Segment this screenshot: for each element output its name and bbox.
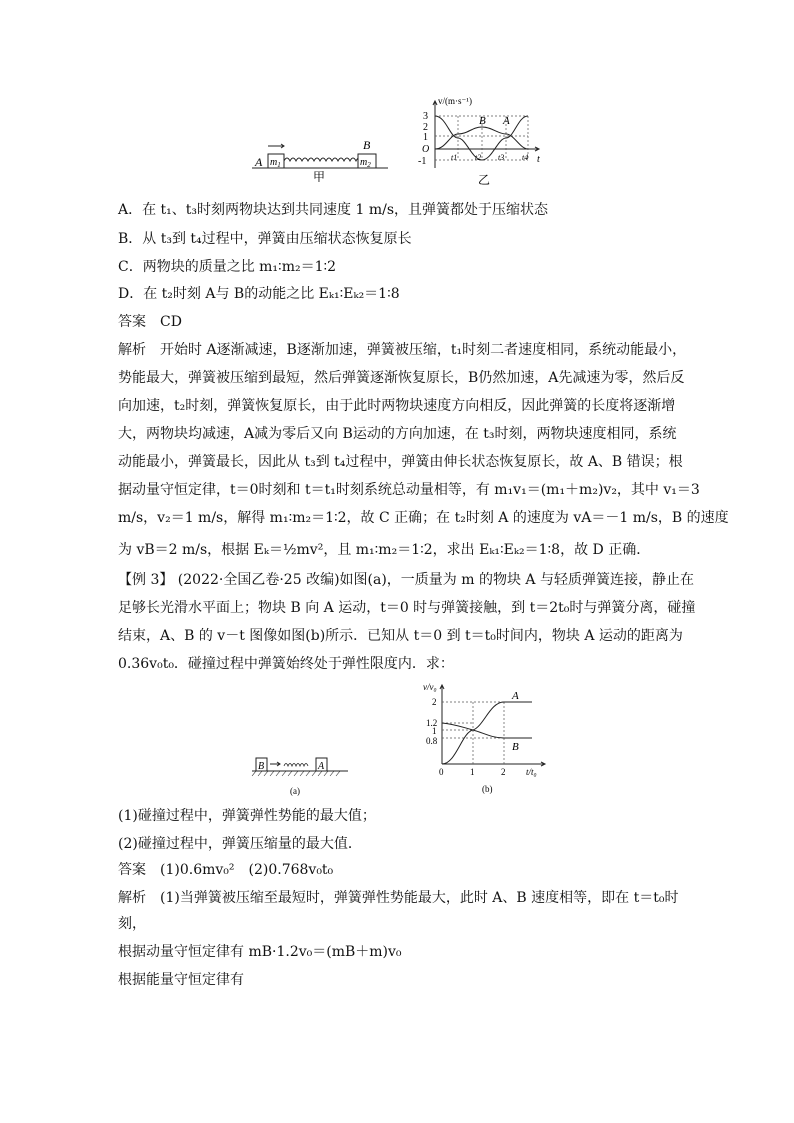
label-m1: $m_1$ [270, 157, 281, 169]
analysis-2-line-2: 刻， [118, 916, 146, 932]
curve-B-label-b: B [512, 741, 519, 753]
y-tick-1: 1 [423, 132, 428, 143]
option-c: C．两物块的质量之比 m₁∶m₂＝1∶2 [118, 259, 337, 275]
analysis-1-line-3: 向加速，t₂时刻，弹簧恢复原长，由于此时两物块速度方向相反，因此弹簧的长度将逐渐增 [118, 398, 676, 414]
analysis-1-line-4: 大，两物块均减速，A减为零后又向 B运动的方向加速，在 t₃时刻，两物块速度相同，系统 [118, 426, 677, 442]
analysis-1-line-2: 势能最大，弹簧被压缩到最短，然后弹簧逐渐恢复原长，B仍然加速，A先减速为零，然后反 [118, 370, 685, 386]
label-m2: $m_2$ [360, 157, 371, 169]
t1-label: t1 [451, 153, 458, 162]
y-tick-0-8-b: 0.8 [426, 736, 438, 746]
y-tick-3: 3 [423, 111, 428, 122]
x-tick-0-b: 0 [439, 767, 444, 777]
label-B: B [363, 138, 371, 152]
y-axis-label: v/(m·s⁻¹) [438, 96, 472, 106]
analysis-2-line-4: 根据能量守恒定律有 [118, 972, 244, 988]
analysis-2-line-3: 根据动量守恒定律有 mB·1.2v₀＝(mB＋m)v₀ [118, 944, 402, 960]
option-d: D．在 t₂时刻 A与 B的动能之比 Eₖ₁∶Eₖ₂＝1∶8 [118, 286, 400, 302]
caption-a: (a) [290, 786, 300, 796]
y-tick-neg1: -1 [418, 156, 427, 167]
figure-jia [250, 136, 390, 182]
analysis-1-line-7: m/s，v₂＝1 m/s，解得 m₁∶m₂＝1∶2，故 C 正确；在 t₂时刻 A 的速度为 vA＝－1 m/s，B 的速度 [118, 510, 729, 526]
t3-label: t3 [498, 153, 505, 162]
analysis-1-line-5: 动能最小，弹簧最长，因此从 t₃到 t₄过程中，弹簧由伸长状态恢复原长，故 A、B 错误；根 [118, 454, 683, 470]
label-A: A [255, 155, 263, 169]
y-axis-label-b: v/v₀ [423, 682, 437, 692]
analysis-2-line-1: 解析 (1)当弹簧被压缩至最短时，弹簧弹性势能最大，此时 A、B 速度相等，即在 t＝t₀时 [118, 890, 679, 906]
label-A-a: A [318, 761, 325, 772]
answer-1: 答案 CD [118, 314, 182, 330]
t4-label: t4 [522, 153, 529, 162]
origin-label: O [422, 144, 430, 155]
y-tick-2-b: 2 [432, 697, 437, 707]
x-axis-label-b: t/t₀ [526, 767, 537, 777]
x-axis-label: t [537, 154, 540, 165]
curve-A-label: A [503, 115, 510, 127]
y-tick-1-2-b: 1.2 [426, 718, 438, 728]
figure-yi [410, 94, 550, 189]
example-3-line-2: 足够长光滑水平面上；物块 B 向 A 运动，t＝0 时与弹簧接触，到 t＝2t₀时与弹簧分离，碰撞 [118, 600, 696, 616]
option-b: B．从 t₃到 t₄过程中，弹簧由压缩状态恢复原长 [118, 231, 412, 247]
question-2: (2)碰撞过程中，弹簧压缩量的最大值． [118, 836, 362, 852]
example-3-line-1: 【例 3】 (2022·全国乙卷·25 改编)如图(a)，一质量为 m 的物块 A 与轻质弹簧连接，静止在 [118, 572, 694, 588]
example-3-line-4: 0.36v₀t₀．碰撞过程中弹簧始终处于弹性限度内．求： [118, 656, 454, 672]
example-3-line-3: 结束，A、B 的 v－t 图像如图(b)所示．已知从 t＝0 到 t＝t₀时间内，物块 A 运动的距离为 [118, 628, 683, 644]
x-tick-2-b: 2 [501, 767, 506, 777]
curve-B-label: B [479, 115, 486, 127]
caption-b: (b) [482, 784, 493, 794]
option-a: A．在 t₁、t₃时刻两物块达到共同速度 1 m/s，且弹簧都处于压缩状态 [118, 202, 549, 218]
label-B-a: B [258, 761, 265, 772]
figure-b [420, 680, 550, 795]
curve-A-label-b: A [512, 690, 519, 702]
answer-2: 答案 (1)0.6mv₀² (2)0.768v₀t₀ [118, 862, 334, 878]
analysis-1-line-6: 据动量守恒定律，t＝0时刻和 t＝t₁时刻系统总动量相等，有 m₁v₁＝(m₁＋m₂)v₂，其中 v₁＝3 [118, 482, 700, 498]
t2-label: t2 [475, 153, 482, 162]
y-tick-1-b: 1 [432, 726, 437, 736]
caption-yi: 乙 [478, 173, 491, 187]
figure-a [250, 750, 350, 800]
question-1: (1)碰撞过程中，弹簧弹性势能的最大值； [118, 808, 376, 824]
caption-jia: 甲 [313, 170, 326, 182]
analysis-1-line-1: 解析 开始时 A逐渐减速，B逐渐加速，弹簧被压缩，t₁时刻二者速度相同，系统动能最小， [118, 342, 687, 358]
x-tick-1-b: 1 [470, 767, 475, 777]
analysis-1-line-8: 为 vB＝2 m/s，根据 Eₖ＝½mv²，且 m₁∶m₂＝1∶2，求出 Eₖ₁∶Eₖ₂＝1∶8，故 D 正确． [118, 542, 651, 558]
y-tick-2: 2 [423, 122, 428, 133]
